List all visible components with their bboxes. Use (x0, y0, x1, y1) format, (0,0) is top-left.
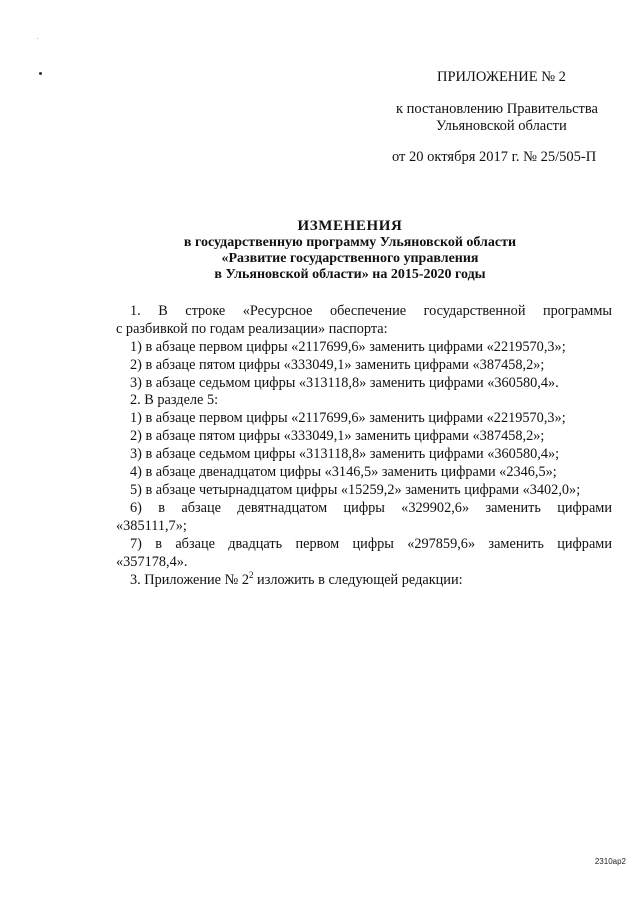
title-line-3: в Ульяновской области» на 2015-2020 годы (214, 267, 486, 283)
scan-speck (39, 72, 42, 75)
paragraph-1-first-line: 1. В строке «Ресурсное обеспечение государственной программы (130, 303, 612, 319)
paragraph-2-item: 2) в абзаце пятом цифры «333049,1» заменить цифрами «387458,2»; (130, 428, 545, 444)
title-heading: ИЗМЕНЕНИЯ (297, 218, 403, 234)
paragraph-2-item-6: 6) в абзаце девятнадцатом цифры «329902,6» заменить цифрами (130, 500, 612, 516)
paragraph-3 (130, 571, 612, 589)
paragraph-2-item: 4) в абзаце двенадцатом цифры «3146,5» заменить цифрами «2346,5»; (130, 464, 557, 480)
paragraph-2-item: 3) в абзаце седьмом цифры «313118,8» заменить цифрами «360580,4»; (130, 446, 560, 462)
paragraph-2-item-7: 7) в абзаце двадцать первом цифры «297859,6» заменить цифрами (130, 536, 612, 552)
document-code: 2310ap2 (594, 857, 626, 866)
paragraph-1-continuation: с разбивкой по годам реализации» паспорта: (116, 321, 388, 337)
title-line-2: «Развитие государственного управления (221, 251, 479, 267)
paragraph-1-item: 2) в абзаце пятом цифры «333049,1» заменить цифрами «387458,2»; (130, 357, 545, 373)
paragraph-1-item: 3) в абзаце седьмом цифры «313118,8» заменить цифрами «360580,4». (130, 375, 559, 391)
paragraph-3-suffix: изложить в следующей редакции: (253, 572, 463, 588)
paragraph-3-superscript: 2 (248, 570, 254, 581)
scan-speck (37, 38, 38, 39)
region-name: Ульяновской области (436, 118, 567, 134)
paragraph-2-heading: 2. В разделе 5: (130, 392, 219, 408)
resolution-date-number: от 20 октября 2017 г. № 25/505-П (392, 149, 597, 165)
paragraph-2-item-6-continuation: «385111,7»; (116, 518, 187, 534)
paragraph-3-prefix: 3. Приложение № 2 (130, 572, 249, 588)
resolution-reference: к постановлению Правительства (396, 101, 598, 117)
title-line-1: в государственную программу Ульяновской области (183, 235, 517, 250)
paragraph-2-item: 5) в абзаце четырнадцатом цифры «15259,2» заменить цифрами «3402,0»; (130, 482, 581, 498)
paragraph-2-item-7-continuation: «357178,4». (116, 554, 188, 570)
document-title (120, 218, 580, 284)
paragraph-2-item: 1) в абзаце первом цифры «2117699,6» заменить цифрами «2219570,3»; (130, 410, 566, 426)
paragraph-1-item: 1) в абзаце первом цифры «2117699,6» заменить цифрами «2219570,3»; (130, 339, 566, 355)
appendix-label: ПРИЛОЖЕНИЕ № 2 (437, 69, 566, 85)
